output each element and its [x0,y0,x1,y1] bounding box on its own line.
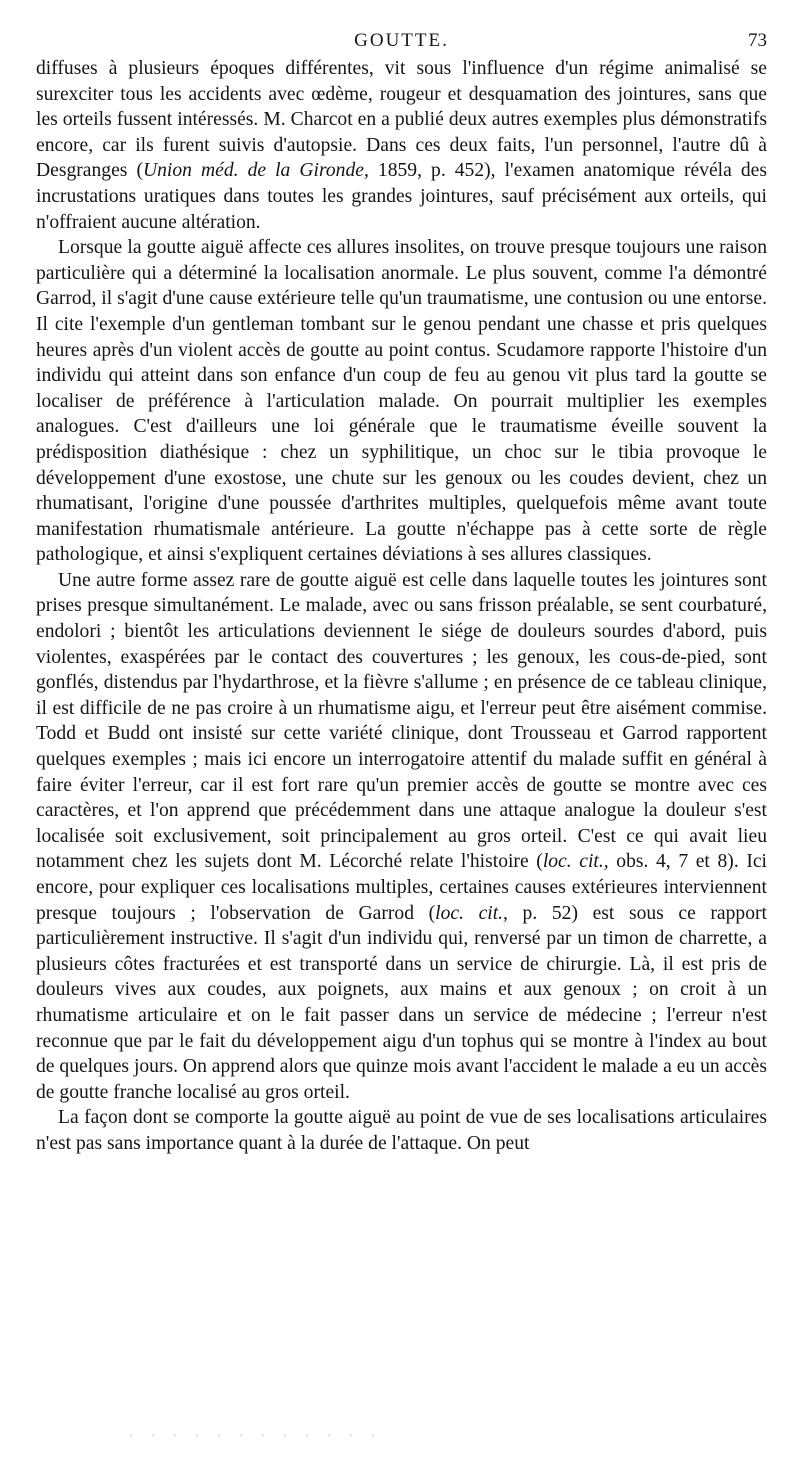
running-title: GOUTTE. [354,30,449,51]
scan-artifact [120,1434,380,1437]
text-run: obs. 4, 7 et 8). Ici encore, pour expliquer ces localisations multiples, certaines causes extérieures interviennent presque toujours ; l'observation de Garrod ( [36,851,768,924]
paragraph-2 [36,235,767,568]
book-page [36,26,767,1157]
italic-citation: Union méd. de la Gironde, [142,160,369,182]
body-text [36,56,767,1157]
paragraph-1 [36,56,767,235]
running-header [36,26,767,56]
page-number: 73 [748,30,767,51]
text-run: p. 52) est sous ce rapport particulièrement instructive. Il s'agit d'un individu qui, renversé par un timon de charrette, a plusieurs côtes fracturées et est transporté dans un service de chirurgie. Là, il est pris de douleurs vives aux coudes, aux poignets, aux mains et aux genoux ; on croit à un rhumatisme articulaire et on le fait passer dans un service de médecine ; l'erreur n'est reconnue que par le fait du développement aigu d'un tophus qui se montre à l'index au bout de quelques jours. On apprend alors que quinze mois avant l'accident le malade a eu un accès de goutte franche localisé au gros orteil. [36,902,767,1103]
text-run: Une autre forme assez rare de goutte aiguë est celle dans laquelle toutes les jointures sont prises presque simultanément. Le malade, avec ou sans frisson préalable, se sent courbaturé, endolori ; bientôt les articulations deviennent le siége de douleurs sourdes d'abord, puis violentes, exaspérées par le contact des couvertures ; les genoux, les cous-de-pied, sont gonflés, distendus par l'hydarthrose, et la fièvre s'allume ; en présence de ce tableau clinique, il est difficile de ne pas croire à un rhumatisme aigu, et l'erreur peut être aisément commise. Todd et Budd ont insisté sur cette variété clinique, dont Trousseau et Garrod rapportent quelques exemples ; mais ici encore un interrogatoire attentif du malade suffit en général à faire éviter l'erreur, car il est fort rare qu'un premier accès de goutte se montre avec ces caractères, et l'on apprend que précédemment dans une attaque analogue la douleur s'est localisée soit exclusivement, soit principalement au gros orteil. C'est ce qui avait lieu notamment chez les sujets dont M. Lécorché relate l'histoire ( [36,569,767,873]
text-run: La façon dont se comporte la goutte aiguë au point de vue de ses localisations articulaires n'est pas sans importance quant à la durée de l'attaque. On peut [36,1107,767,1154]
paragraph-4 [36,1105,767,1156]
italic-citation: loc. cit., [542,851,609,873]
text-run: 1859, p. 452), l'examen anatomique révéla des incrustations uratiques dans toutes les grandes jointures, sauf précisément aux orteils, qui n'offraient aucune altération. [36,160,767,233]
text-run: Lorsque la goutte aiguë affecte ces allures insolites, on trouve presque toujours une raison particulière qui a déterminé la localisation anormale. Le plus souvent, comme l'a démontré Garrod, il s'agit d'une cause extérieure telle qu'un traumatisme, une contusion ou une entorse. Il cite l'exemple d'un gentleman tombant sur le genou pendant une chasse et pris quelques heures après d'un violent accès de goutte au point contus. Scudamore rapporte l'histoire d'un individu qui atteint dans son enfance d'un coup de feu au genou vit plus tard la goutte se localiser de préférence à l'articulation malade. On pourrait multiplier les exemples analogues. C'est d'ailleurs une loi générale que le traumatisme éveille souvent la prédisposition diathésique : chez un syphilitique, un choc sur le tibia provoque le développement d'une exostose, une chute sur les genoux ou les coudes devient, chez un rhumatisant, l'origine d'une poussée d'arthrites multiples, quelquefois même avant toute manifestation rhumatismale antérieure. La goutte n'échappe pas à cette sorte de règle pathologique, et ainsi s'expliquent certaines déviations à ses allures classiques. [36,237,767,566]
text-run: diffuses à plusieurs époques différentes, vit sous l'influence d'un régime animalisé se surexciter tous les accidents avec œdème, rougeur et desquamation des jointures, sans que les orteils fussent intéressés. M. Charcot en a publié deux autres exemples plus démonstratifs encore, car ils furent suivis d'autopsie. Dans ces deux faits, l'un personnel, l'autre dû à Desgranges ( [36,58,767,182]
italic-citation: loc. cit., [435,902,508,924]
paragraph-3 [36,568,767,1105]
